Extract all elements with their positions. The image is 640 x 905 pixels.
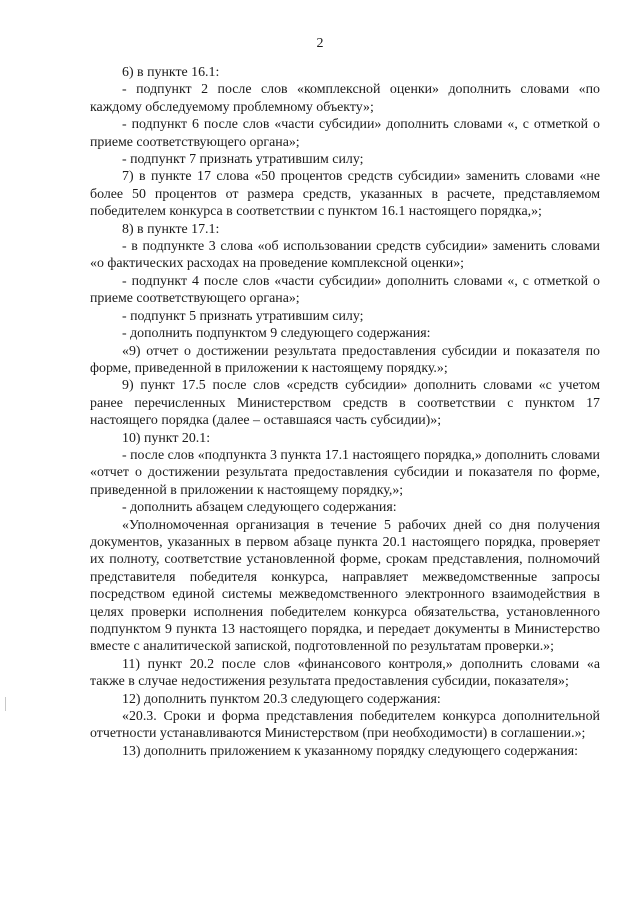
paragraph-item-11: 11) пункт 20.2 после слов «финансового контроля,» дополнить словами «а также в случае недостижения результата предоставления субсидии, показателя»; <box>90 656 600 690</box>
subparagraph-2-amendment: - подпункт 2 после слов «комплексной оценки» дополнить словами «по каждому обследуемому проблемному объекту»; <box>90 82 600 115</box>
paragraph-item-12: 12) дополнить пунктом 20.3 следующего содержания: <box>122 691 441 707</box>
subparagraph-7-repeal: - подпункт 7 признать утратившим силу; <box>122 152 364 168</box>
document-body <box>90 64 600 760</box>
paragraph-item-10: 10) пункт 20.1: <box>122 430 211 446</box>
subparagraph-9-text: «9) отчет о достижении результата предоставления субсидии и показателя по форме, приведенной в приложении к настоящему порядку.»; <box>90 343 600 376</box>
scan-artifact-line <box>5 697 6 711</box>
subparagraph-5-repeal: - подпункт 5 признать утратившим силу; <box>122 308 364 324</box>
add-subparagraph-9: - дополнить подпунктом 9 следующего содержания: <box>122 326 431 342</box>
page-number: 2 <box>316 36 324 51</box>
subparagraph-4-amendment: - подпункт 4 после слов «части субсидии» дополнить словами «, с отметкой о приеме соответствующего органа»; <box>90 273 600 307</box>
paragraph-item-13: 13) дополнить приложением к указанному порядку следующего содержания: <box>122 743 578 759</box>
subparagraph-6-amendment: - подпункт 6 после слов «части субсидии» дополнить словами «, с отметкой о приеме соответствующего органа»; <box>90 117 600 150</box>
clause-20-1-amendment: - после слов «подпункта 3 пункта 17.1 настоящего порядка,» дополнить словами «отчет о достижении результата предоставления субсидии и показателя по форме, приведенной в приложении к настоящему порядку,»; <box>90 447 600 498</box>
add-clause-20-1-paragraph: - дополнить абзацем следующего содержания: <box>122 500 397 516</box>
paragraph-item-6: 6) в пункте 16.1: <box>122 65 220 80</box>
paragraph-item-8: 8) в пункте 17.1: <box>122 221 220 237</box>
clause-20-1-new-paragraph: «Уполномоченная организация в течение 5 рабочих дней со дня получения документов, указанных в первом абзаце пункта 20.1 настоящего порядка, проверяет их полноту, соответствие установленной форме, срокам представления, полномочий представителя победителя конкурса, направляет межведомственные запросы посредством единой системы межведомственного электронного взаимодействия в целях проверки исполнения победителем конкурса обязательства, установленного подпунктом 9 пункта 13 настоящего порядка, и передает документы в Министерство вместе с аналитической запиской, подготовленной по результатам проверки.»; <box>90 517 600 655</box>
clause-20-3-text: «20.3. Сроки и форма представления победителем конкурса дополнительной отчетности устанавливаются Министерством (при необходимости) в соглашении.»; <box>90 709 600 742</box>
subparagraph-3-replacement: - в подпункте 3 слова «об использовании средств субсидии» заменить словами «о фактических расходах на проведение комплексной оценки»; <box>90 239 600 272</box>
paragraph-item-7: 7) в пункте 17 слова «50 процентов средств субсидии» заменить словами «не более 50 процентов от размера средств, указанных в расчете, представляемом победителем конкурса в соответствии с пунктом 16.1 настоящего порядка,»; <box>90 169 600 220</box>
paragraph-item-9: 9) пункт 17.5 после слов «средств субсидии» дополнить словами «с учетом ранее перечисленных Министерством средств в соответствии с пунктом 17 настоящего порядка (далее – оставшаяся часть субсидии)»; <box>90 378 600 429</box>
